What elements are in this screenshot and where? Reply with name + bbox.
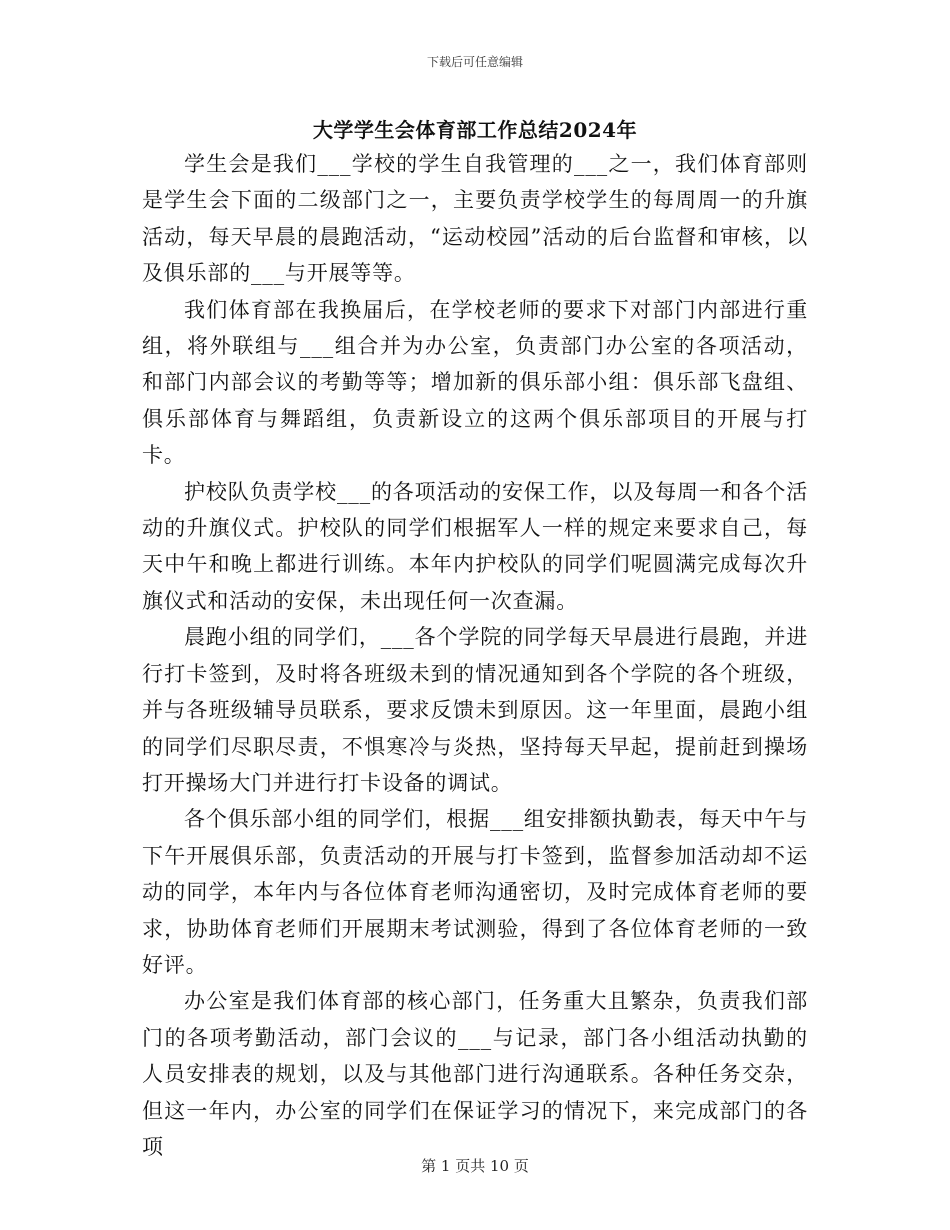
paragraph-campus-guard: 护校队负责学校___的各项活动的安保工作，以及每周一和各个活动的升旗仪式。护校队的同学们根据军人一样的规定来要求自己，每天中午和晚上都进行训练。本年内护校队的同学们呢圆满完成每次升旗仪式和活动的安保，未出现任何一次查漏。 (142, 479, 808, 613)
paragraph-morning-run: 晨跑小组的同学们，___各个学院的同学每天早晨进行晨跑，并进行打卡签到，及时将各班级未到的情况通知到各个学院的各个班级，并与各班级辅导员联系，要求反馈未到原因。这一年里面，晨跑小组的同学们尽职尽责，不惧寒冷与炎热，坚持每天早起，提前赶到操场打开操场大门并进行打卡设备的调试。 (142, 625, 808, 795)
paragraph-reorganization: 我们体育部在我换届后，在学校老师的要求下对部门内部进行重组，将外联组与___组合并为办公室，负责部门办公室的各项活动，和部门内部会议的考勤等等；增加新的俱乐部小组：俱乐部飞盘组、俱乐部体育与舞蹈组，负责新设立的这两个俱乐部项目的开展与打卡。 (142, 297, 808, 468)
paragraph-clubs: 各个俱乐部小组的同学们，根据___组安排额执勤表，每天中午与下午开展俱乐部，负责活动的开展与打卡签到，监督参加活动却不运动的同学，本年内与各位体育老师沟通密切，及时完成体育老师的要求，协助体育老师们开展期末考试测验，得到了各位体育老师的一致好评。 (142, 807, 808, 977)
header-note: 下载后可任意编辑 (426, 55, 523, 69)
paragraph-office: 办公室是我们体育部的核心部门，任务重大且繁杂，负责我们部门的各项考勤活动，部门会议的___与记录，部门各小组活动执勤的人员安排表的规划，以及与其他部门进行沟通联系。各种任务交杂，但这一年内，办公室的同学们在保证学习的情况下，来完成部门的各项 (142, 989, 808, 1159)
page-number: 第 1 页共 10 页 (421, 1157, 529, 1175)
paragraph-student-union: 学生会是我们___学校的学生自我管理的___之一，我们体育部则是学生会下面的二级部门之一，主要负责学校学生的每周周一的升旗活动，每天早晨的晨跑活动，“运动校园”活动的后台监督和审核，以及俱乐部的___与开展等等。 (142, 152, 808, 286)
document-body (142, 146, 808, 1165)
document-title: 大学学生会体育部工作总结2024年 (312, 118, 638, 142)
